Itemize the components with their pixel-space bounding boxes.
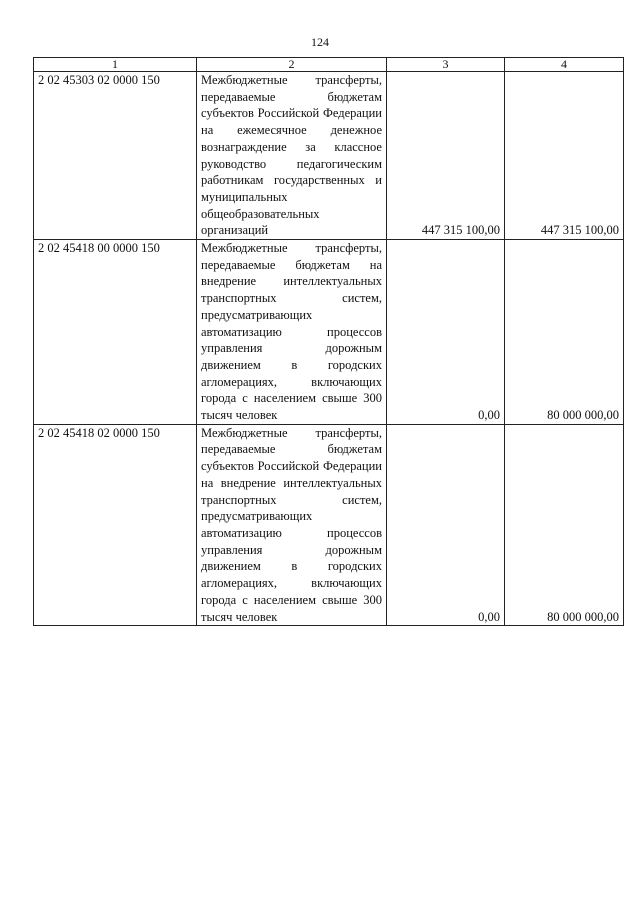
table-header — [34, 58, 624, 72]
page-number: 124 — [311, 35, 329, 49]
table-row — [34, 72, 624, 240]
budget-table — [33, 57, 624, 626]
column-header-1: 1 — [34, 58, 197, 72]
amount-column-4: 80 000 000,00 — [505, 424, 624, 625]
table-row — [34, 424, 624, 625]
budget-code: 2 02 45303 02 0000 150 — [34, 72, 197, 240]
column-header-3: 3 — [387, 58, 505, 72]
header-row — [34, 58, 624, 72]
column-header-4: 4 — [505, 58, 624, 72]
table-body — [34, 72, 624, 626]
budget-code: 2 02 45418 02 0000 150 — [34, 424, 197, 625]
budget-code: 2 02 45418 00 0000 150 — [34, 240, 197, 425]
amount-column-3: 0,00 — [387, 424, 505, 625]
income-description: Межбюджетные трансферты, передаваемые бюджетам субъектов Российской Федерации на внедрение интеллектуальных транспортных систем, предусматривающих автоматизацию процессов управления дорожным движением в городских агломерациях, включающих города с населением свыше 300 тысяч человек — [197, 424, 387, 625]
amount-column-4: 80 000 000,00 — [505, 240, 624, 425]
income-description: Межбюджетные трансферты, передаваемые бюджетам на внедрение интеллектуальных транспортных систем, предусматривающих автоматизацию процессов управления дорожным движением в городских агломерациях, включающих города с населением свыше 300 тысяч человек — [197, 240, 387, 425]
income-description: Межбюджетные трансферты, передаваемые бюджетам субъектов Российской Федерации на ежемесячное денежное вознаграждение за классное руководство педагогическим работникам государственных и муниципальных общеобразовательных организаций — [197, 72, 387, 240]
amount-column-4: 447 315 100,00 — [505, 72, 624, 240]
table-row — [34, 240, 624, 425]
amount-column-3: 447 315 100,00 — [387, 72, 505, 240]
amount-column-3: 0,00 — [387, 240, 505, 425]
column-header-2: 2 — [197, 58, 387, 72]
